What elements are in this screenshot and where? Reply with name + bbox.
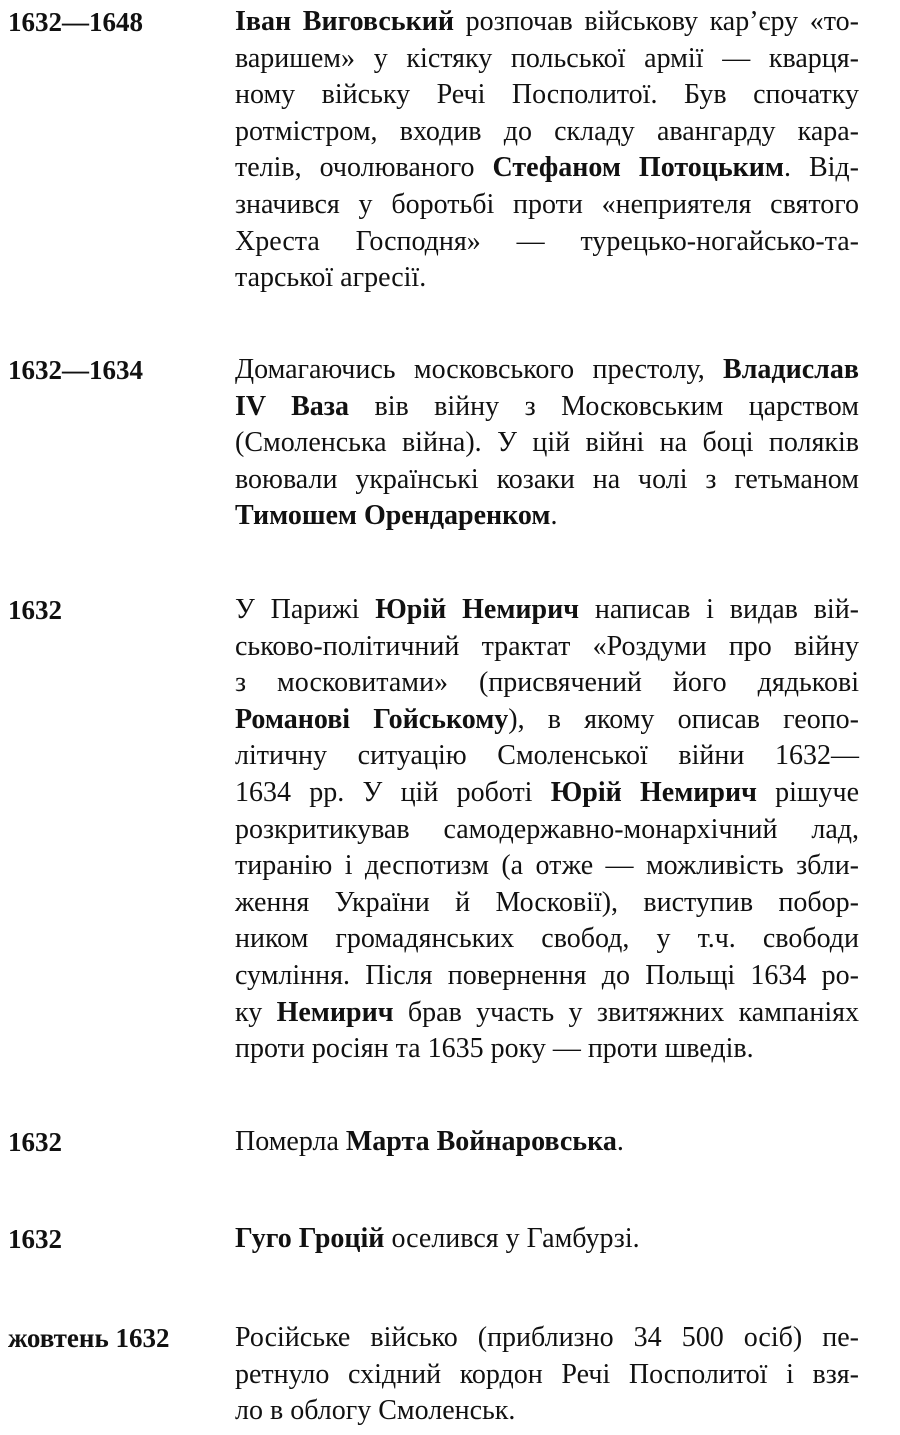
- text-line: [235, 4, 859, 41]
- bold-name: Іван Виговський: [235, 6, 455, 37]
- text-line: [235, 352, 859, 389]
- text-line: [235, 187, 859, 224]
- text-segment: сумління. Після повернення до Польщі 1634 ро-: [235, 959, 859, 991]
- text-line: [235, 1221, 859, 1258]
- text-line: [235, 995, 859, 1032]
- text-segment: написав і видав вій-: [579, 594, 859, 625]
- text-segment: значився у боротьбі проти «неприятеля святого: [235, 188, 859, 220]
- text-line: [235, 848, 859, 885]
- entry-date: жовтень 1632: [8, 1323, 170, 1353]
- entry-text: [235, 1124, 859, 1161]
- text-segment: літичну ситуацію Смоленської війни 1632—: [235, 740, 859, 772]
- text-line: [235, 921, 859, 958]
- text-segment: телів, очолюваного: [235, 152, 493, 184]
- text-segment: вів війну з Московським царством: [349, 390, 859, 422]
- text-segment: Домагаючись московського престолу,: [235, 354, 724, 385]
- text-line: [235, 114, 859, 151]
- text-segment: Російське військо (приблизно 34 500 осіб) пе-: [235, 1322, 859, 1353]
- text-segment: ку: [235, 996, 277, 1028]
- bold-name: Гуго Гроцій: [235, 1223, 385, 1254]
- text-segment: ротмістром, входив до складу авангарду кара-: [235, 115, 859, 147]
- text-segment: ником громадянських свобод, у т.ч. свободи: [235, 923, 859, 955]
- text-segment: воювали українські козаки на чолі з гетьманом: [235, 463, 859, 495]
- text-line: [235, 150, 859, 187]
- text-line: [235, 1320, 859, 1357]
- bold-name: Владислав: [723, 354, 859, 385]
- text-line: [235, 702, 859, 739]
- entry-date: 1632: [8, 595, 62, 625]
- entry-text: [235, 352, 859, 535]
- text-line: [235, 629, 859, 666]
- text-segment: ження України й Московії), виступив побор-: [235, 886, 859, 918]
- text-segment: Хреста Господня» — турецько-ногайсько-та-: [235, 225, 859, 257]
- entry-date: 1632—1648: [8, 7, 143, 37]
- text-segment: ), в якому описав геопо-: [508, 703, 860, 735]
- entry-text: [235, 1221, 859, 1258]
- text-line: [235, 885, 859, 922]
- text-segment: У Парижі: [235, 594, 376, 625]
- bold-name: Юрій Немирич: [375, 594, 580, 625]
- entry-date: 1632: [8, 1224, 62, 1254]
- text-line: [235, 462, 859, 499]
- text-segment: оселився у Гамбурзі.: [384, 1223, 640, 1254]
- text-segment: варишем» у кістяку польської армії — кварця-: [235, 42, 859, 74]
- text-segment: проти росіян та 1635 року — проти шведів.: [235, 1033, 754, 1065]
- text-line: [235, 592, 859, 629]
- text-line: [235, 958, 859, 995]
- text-segment: ретнуло східний кордон Речі Посполитої і взя-: [235, 1358, 859, 1390]
- text-segment: 1634 рр. У цій роботі: [235, 776, 551, 808]
- entry-text: [235, 4, 859, 297]
- bold-name: Романові Гойському: [235, 703, 509, 735]
- bold-name: Марта Войнаровська: [345, 1126, 617, 1157]
- text-line: [235, 812, 859, 849]
- entry-text: [235, 1320, 859, 1430]
- bold-name: Юрій Немирич: [550, 776, 757, 808]
- text-line: [235, 498, 859, 535]
- text-line: [235, 738, 859, 775]
- text-line: [235, 775, 859, 812]
- text-segment: ло в облогу Смоленськ.: [235, 1395, 516, 1427]
- text-segment: . Від-: [783, 152, 859, 184]
- text-segment: розпочав військову кар’єру «то-: [454, 6, 860, 37]
- text-segment: .: [550, 500, 558, 532]
- text-segment: .: [616, 1126, 624, 1157]
- text-segment: ному війську Речі Посполитої. Був спочатку: [235, 79, 859, 111]
- text-line: [235, 389, 859, 426]
- bold-name: Тимошем Орендаренком: [235, 500, 551, 532]
- text-segment: розкритикував самодержавно-монархічний лад,: [235, 813, 859, 845]
- bold-name: Стефаном Потоцьким: [492, 152, 784, 184]
- text-line: [235, 77, 859, 114]
- entry-text: [235, 592, 859, 1068]
- text-segment: тиранію і деспотизм (а отже — можливість збли-: [235, 850, 859, 882]
- text-line: [235, 260, 859, 297]
- text-line: [235, 224, 859, 261]
- text-segment: брав участь у звитяжних кампаніях: [393, 996, 859, 1028]
- text-line: [235, 41, 859, 78]
- text-line: [235, 665, 859, 702]
- text-line: [235, 1357, 859, 1394]
- text-segment: тарської агресії.: [235, 262, 427, 294]
- text-segment: Померла: [235, 1126, 346, 1157]
- text-segment: (Смоленська війна). У цій війні на боці поляків: [235, 427, 859, 459]
- text-line: [235, 1393, 859, 1430]
- bold-name: IV Ваза: [235, 390, 350, 422]
- text-line: [235, 425, 859, 462]
- entry-date: 1632—1634: [8, 355, 143, 385]
- text-segment: ськово-політичний трактат «Роздуми про війну: [235, 630, 859, 662]
- entry-date: 1632: [8, 1127, 62, 1157]
- text-line: [235, 1124, 859, 1161]
- text-segment: рішуче: [756, 776, 859, 808]
- text-segment: з московитами» (присвячений його дядькові: [235, 667, 859, 699]
- bold-name: Немирич: [276, 996, 394, 1028]
- text-line: [235, 1031, 859, 1068]
